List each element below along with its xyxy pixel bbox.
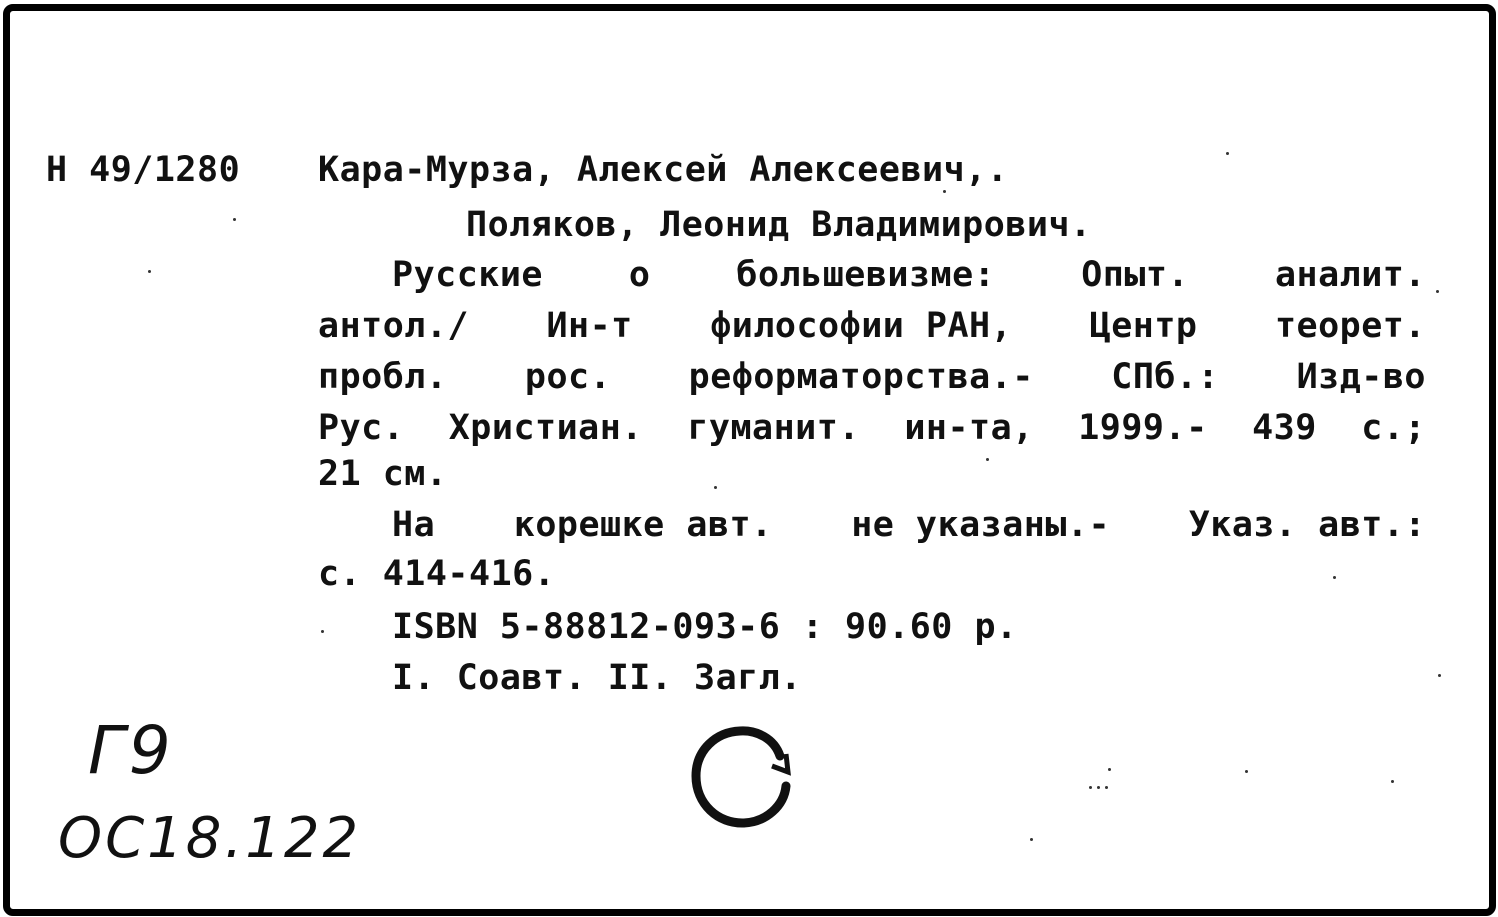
title-word: о bbox=[628, 255, 651, 295]
speck bbox=[714, 486, 717, 489]
speck bbox=[1030, 838, 1033, 841]
note-line-2: с. 414-416. bbox=[318, 554, 556, 594]
speck bbox=[1097, 786, 1100, 789]
title-word: реформаторства.- bbox=[688, 357, 1034, 397]
title-word: рос. bbox=[524, 357, 612, 397]
speck bbox=[1391, 780, 1394, 783]
title-word: антол./ bbox=[318, 306, 470, 346]
speck bbox=[1226, 152, 1229, 155]
speck bbox=[986, 458, 989, 461]
title-word: Христиан. bbox=[448, 408, 643, 448]
speck bbox=[1245, 770, 1248, 773]
title-word: СПб.: bbox=[1111, 357, 1220, 397]
coauthor: Поляков, Леонид Владимирович. bbox=[466, 205, 1092, 245]
tracings-line: I. Соавт. II. Загл. bbox=[392, 658, 802, 698]
note-word: корешке авт. bbox=[513, 505, 773, 545]
handwritten-call-number: ОС18.122 bbox=[58, 806, 362, 871]
speck bbox=[1436, 290, 1439, 293]
title-word: ин-та, bbox=[904, 408, 1034, 448]
note-line-1 bbox=[392, 503, 1426, 547]
note-word: не указаны.- bbox=[851, 505, 1111, 545]
heading-author: Кара-Мурза, Алексей Алексеевич,. bbox=[318, 150, 1009, 190]
speck bbox=[1438, 674, 1441, 677]
shelf-mark: Н 49/1280 bbox=[46, 150, 241, 190]
title-line-4 bbox=[318, 406, 1426, 450]
title-line-2 bbox=[318, 304, 1426, 348]
title-word: Изд-во bbox=[1296, 357, 1426, 397]
speck bbox=[1333, 576, 1336, 579]
title-word: теорет. bbox=[1274, 306, 1426, 346]
punch-hole-icon bbox=[688, 726, 798, 830]
title-word: Рус. bbox=[318, 408, 405, 448]
speck bbox=[148, 270, 151, 273]
title-word: аналит. bbox=[1274, 255, 1426, 295]
title-word: Опыт. bbox=[1081, 255, 1190, 295]
note-word: Указ. авт.: bbox=[1188, 505, 1426, 545]
title-word: с.; bbox=[1361, 408, 1426, 448]
note-word: На bbox=[392, 505, 436, 545]
title-word: пробл. bbox=[318, 357, 448, 397]
isbn-line: ISBN 5-88812-093-6 : 90.60 р. bbox=[392, 607, 1018, 647]
title-word: Центр bbox=[1089, 306, 1198, 346]
title-line-3 bbox=[318, 355, 1426, 399]
speck bbox=[1089, 786, 1092, 789]
speck bbox=[1105, 786, 1108, 789]
size-line: 21 см. bbox=[318, 454, 448, 494]
speck bbox=[943, 190, 946, 193]
title-word: 439 bbox=[1252, 408, 1317, 448]
title-word: 1999.- bbox=[1078, 408, 1208, 448]
speck bbox=[233, 218, 236, 221]
title-word: гуманит. bbox=[687, 408, 860, 448]
handwritten-class-mark: Г9 bbox=[88, 712, 175, 789]
title-word: Ин-т bbox=[546, 306, 633, 346]
title-word: Русские bbox=[392, 255, 544, 295]
title-word: философии РАН, bbox=[710, 306, 1013, 346]
speck bbox=[1108, 768, 1111, 771]
title-word: большевизме: bbox=[736, 255, 996, 295]
speck bbox=[321, 630, 324, 633]
title-line-1 bbox=[392, 253, 1426, 297]
